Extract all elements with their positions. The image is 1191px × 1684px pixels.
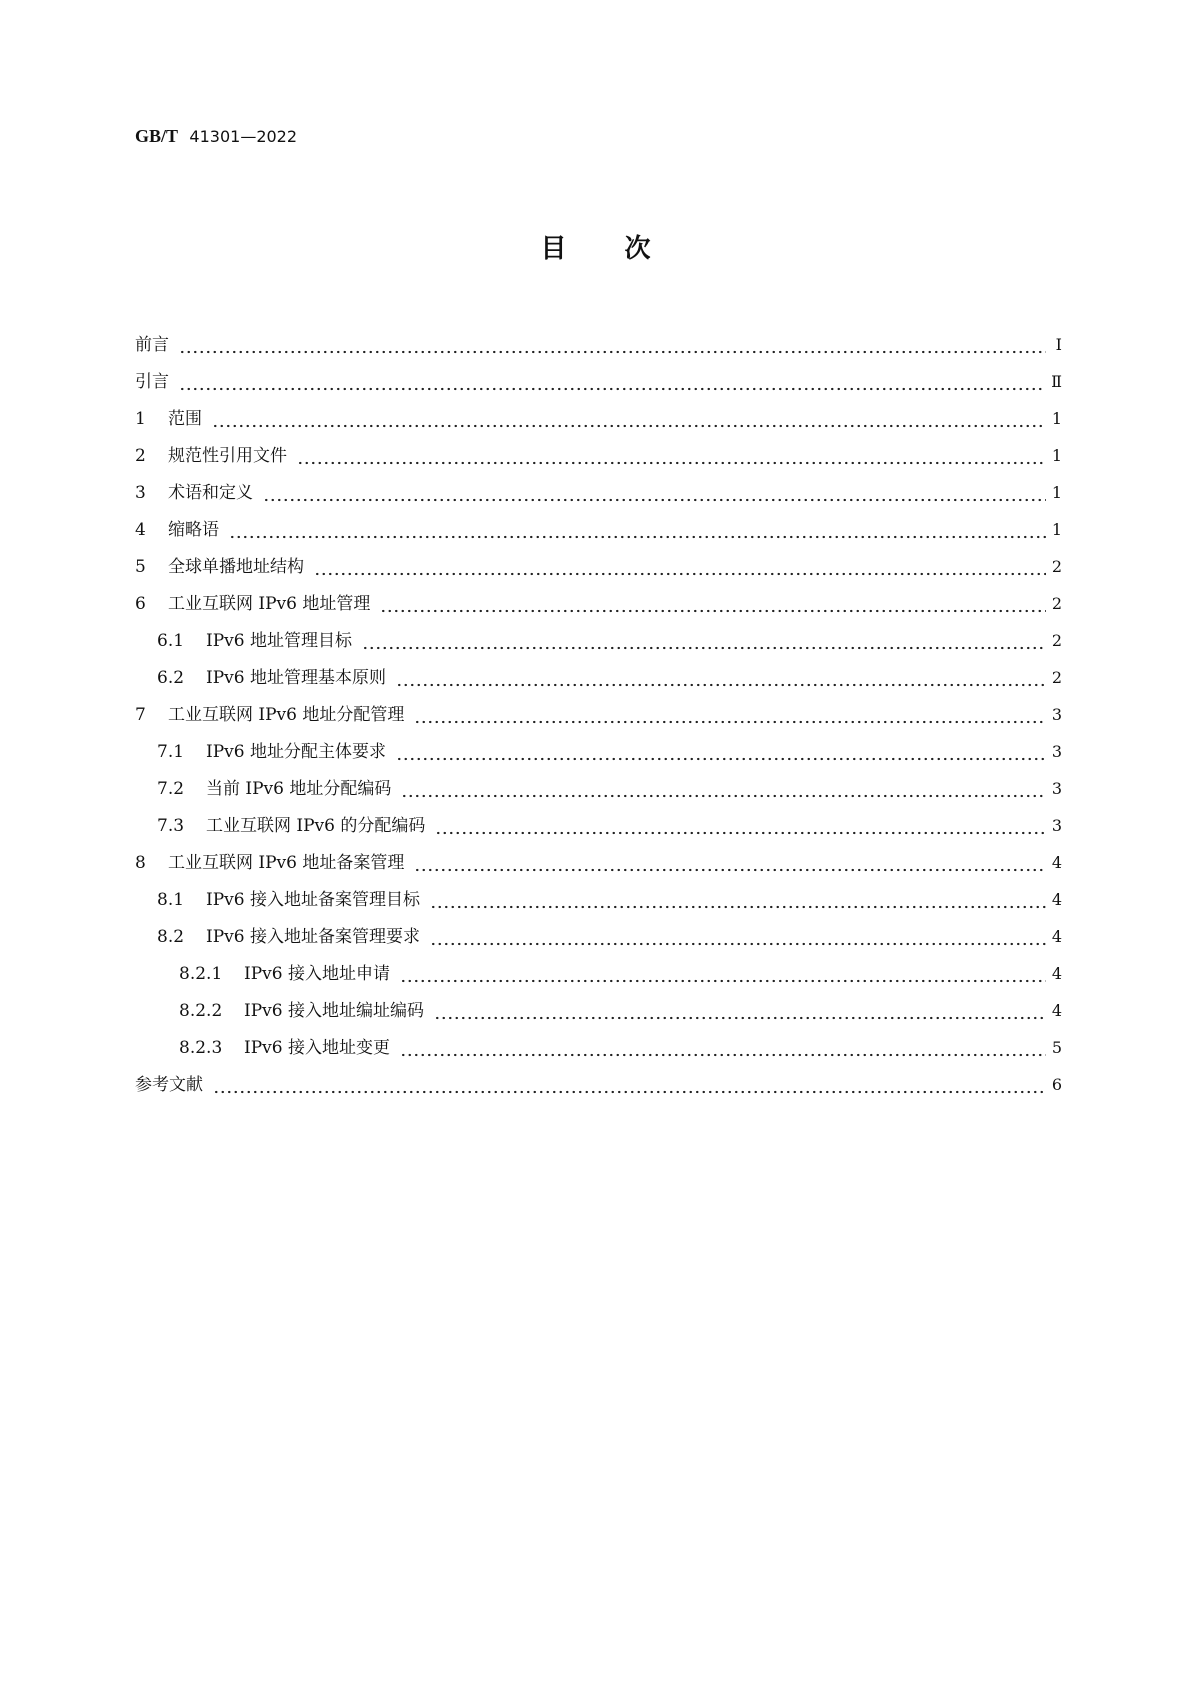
toc-entry[interactable] xyxy=(135,885,1062,922)
dot-leader xyxy=(414,868,1045,872)
toc-entry[interactable] xyxy=(135,626,1062,663)
toc-entry[interactable] xyxy=(135,404,1062,441)
toc-entry-label: IPv6 地址管理目标 xyxy=(206,631,352,651)
toc-entry-number: 7.3 xyxy=(157,816,185,836)
toc-entry-page: 4 xyxy=(1051,964,1062,983)
toc-entry-label: 术语和定义 xyxy=(168,483,253,503)
toc-entry-page: 2 xyxy=(1051,557,1062,576)
dot-leader xyxy=(212,424,1046,428)
dot-leader xyxy=(213,1090,1046,1094)
toc-entry-number: 6.1 xyxy=(157,631,185,651)
toc-entry[interactable] xyxy=(135,478,1062,515)
dot-leader xyxy=(430,905,1046,909)
toc-entry-number: 4 xyxy=(135,520,146,540)
toc-entry[interactable] xyxy=(135,330,1062,367)
toc-entry-page: 2 xyxy=(1051,668,1062,687)
dot-leader xyxy=(396,757,1046,761)
toc-entry-page: 1 xyxy=(1051,483,1062,502)
toc-entry-number: 3 xyxy=(135,483,146,503)
toc-entry[interactable] xyxy=(135,1033,1062,1070)
toc-entry[interactable] xyxy=(135,737,1062,774)
toc-entry-label: IPv6 接入地址申请 xyxy=(244,964,390,984)
toc-entry-label: 工业互联网 IPv6 地址管理 xyxy=(168,594,371,614)
dot-leader xyxy=(430,942,1046,946)
toc-entry-page: 4 xyxy=(1051,890,1062,909)
toc-entry-page: 2 xyxy=(1051,631,1062,650)
toc-entry[interactable] xyxy=(135,367,1062,404)
toc-entry-page: 4 xyxy=(1051,1001,1062,1020)
toc-entry[interactable] xyxy=(135,663,1062,700)
title-char-1: 目 xyxy=(540,234,567,264)
dot-leader xyxy=(434,1016,1046,1020)
toc-entry-page: 3 xyxy=(1051,779,1062,798)
toc-entry-number: 8.2.3 xyxy=(179,1038,223,1058)
dot-leader xyxy=(401,794,1045,798)
dot-leader xyxy=(435,831,1045,835)
toc-entry-label: 当前 IPv6 地址分配编码 xyxy=(206,779,392,799)
dot-leader xyxy=(297,461,1046,465)
toc-entry-number: 8.2.1 xyxy=(179,964,223,984)
dot-leader xyxy=(380,609,1045,613)
dot-leader xyxy=(314,572,1046,576)
toc-entry[interactable] xyxy=(135,774,1062,811)
page-title xyxy=(0,228,1191,265)
toc-entry-number: 8.1 xyxy=(157,890,185,910)
toc-entry-page: 2 xyxy=(1051,594,1062,613)
toc-entry-number: 1 xyxy=(135,409,146,429)
toc-entry[interactable] xyxy=(135,589,1062,626)
toc-entry-page: 1 xyxy=(1051,409,1062,428)
toc-entry[interactable] xyxy=(135,996,1062,1033)
toc-entry-label: 前言 xyxy=(135,335,169,355)
document-header xyxy=(135,126,297,147)
toc-entry-label: IPv6 接入地址备案管理要求 xyxy=(206,927,420,947)
toc-entry-number: 8 xyxy=(135,853,146,873)
toc-entry-number: 7.1 xyxy=(157,742,185,762)
toc-entry-label: 参考文献 xyxy=(135,1075,203,1095)
toc-entry-label: IPv6 地址分配主体要求 xyxy=(206,742,386,762)
toc-entry-label: 引言 xyxy=(135,372,169,392)
dot-leader xyxy=(263,498,1046,502)
standard-prefix: GB/T xyxy=(135,126,179,146)
toc-entry-label: 范围 xyxy=(168,409,202,429)
toc-entry[interactable] xyxy=(135,700,1062,737)
toc-entry[interactable] xyxy=(135,922,1062,959)
dot-leader xyxy=(400,1053,1046,1057)
dot-leader xyxy=(179,350,1046,354)
toc-entry-number: 6 xyxy=(135,594,146,614)
toc-entry-label: IPv6 接入地址编址编码 xyxy=(244,1001,424,1021)
toc-entry-page: 1 xyxy=(1051,520,1062,539)
toc-entry-number: 2 xyxy=(135,446,146,466)
dot-leader xyxy=(229,535,1046,539)
dot-leader xyxy=(396,683,1046,687)
toc-entry-page: Ⅰ xyxy=(1055,335,1062,354)
toc-entry-label: IPv6 接入地址变更 xyxy=(244,1038,390,1058)
toc-entry-page: 3 xyxy=(1051,705,1062,724)
toc-entry-number: 7 xyxy=(135,705,146,725)
toc-entry-label: IPv6 接入地址备案管理目标 xyxy=(206,890,420,910)
toc-entry-page: 4 xyxy=(1051,927,1062,946)
table-of-contents xyxy=(135,330,1062,1107)
toc-entry-page: 3 xyxy=(1051,816,1062,835)
toc-entry-label: 工业互联网 IPv6 地址分配管理 xyxy=(168,705,405,725)
toc-entry[interactable] xyxy=(135,959,1062,996)
toc-entry-page: Ⅱ xyxy=(1051,372,1062,391)
title-char-2: 次 xyxy=(624,234,651,264)
toc-entry-number: 7.2 xyxy=(157,779,185,799)
toc-entry-number: 8.2.2 xyxy=(179,1001,223,1021)
toc-entry-number: 5 xyxy=(135,557,146,577)
toc-entry[interactable] xyxy=(135,552,1062,589)
toc-entry-label: 工业互联网 IPv6 的分配编码 xyxy=(206,816,426,836)
toc-entry[interactable] xyxy=(135,515,1062,552)
toc-entry-page: 4 xyxy=(1051,853,1062,872)
dot-leader xyxy=(400,979,1046,983)
dot-leader xyxy=(179,387,1045,391)
toc-entry-page: 1 xyxy=(1051,446,1062,465)
toc-entry-label: 全球单播地址结构 xyxy=(168,557,304,577)
toc-entry-label: 工业互联网 IPv6 地址备案管理 xyxy=(168,853,405,873)
dot-leader xyxy=(362,646,1046,650)
dot-leader xyxy=(414,720,1045,724)
toc-entry-page: 6 xyxy=(1051,1075,1062,1094)
toc-entry[interactable] xyxy=(135,1070,1062,1107)
toc-entry-label: IPv6 地址管理基本原则 xyxy=(206,668,386,688)
toc-entry-page: 3 xyxy=(1051,742,1062,761)
toc-entry-number: 6.2 xyxy=(157,668,185,688)
toc-entry-label: 规范性引用文件 xyxy=(168,446,287,466)
standard-number: 41301—2022 xyxy=(189,127,298,146)
toc-entry[interactable] xyxy=(135,811,1062,848)
toc-entry-number: 8.2 xyxy=(157,927,185,947)
toc-entry-label: 缩略语 xyxy=(168,520,219,540)
toc-entry-page: 5 xyxy=(1051,1038,1062,1057)
toc-entry[interactable] xyxy=(135,441,1062,478)
toc-entry[interactable] xyxy=(135,848,1062,885)
